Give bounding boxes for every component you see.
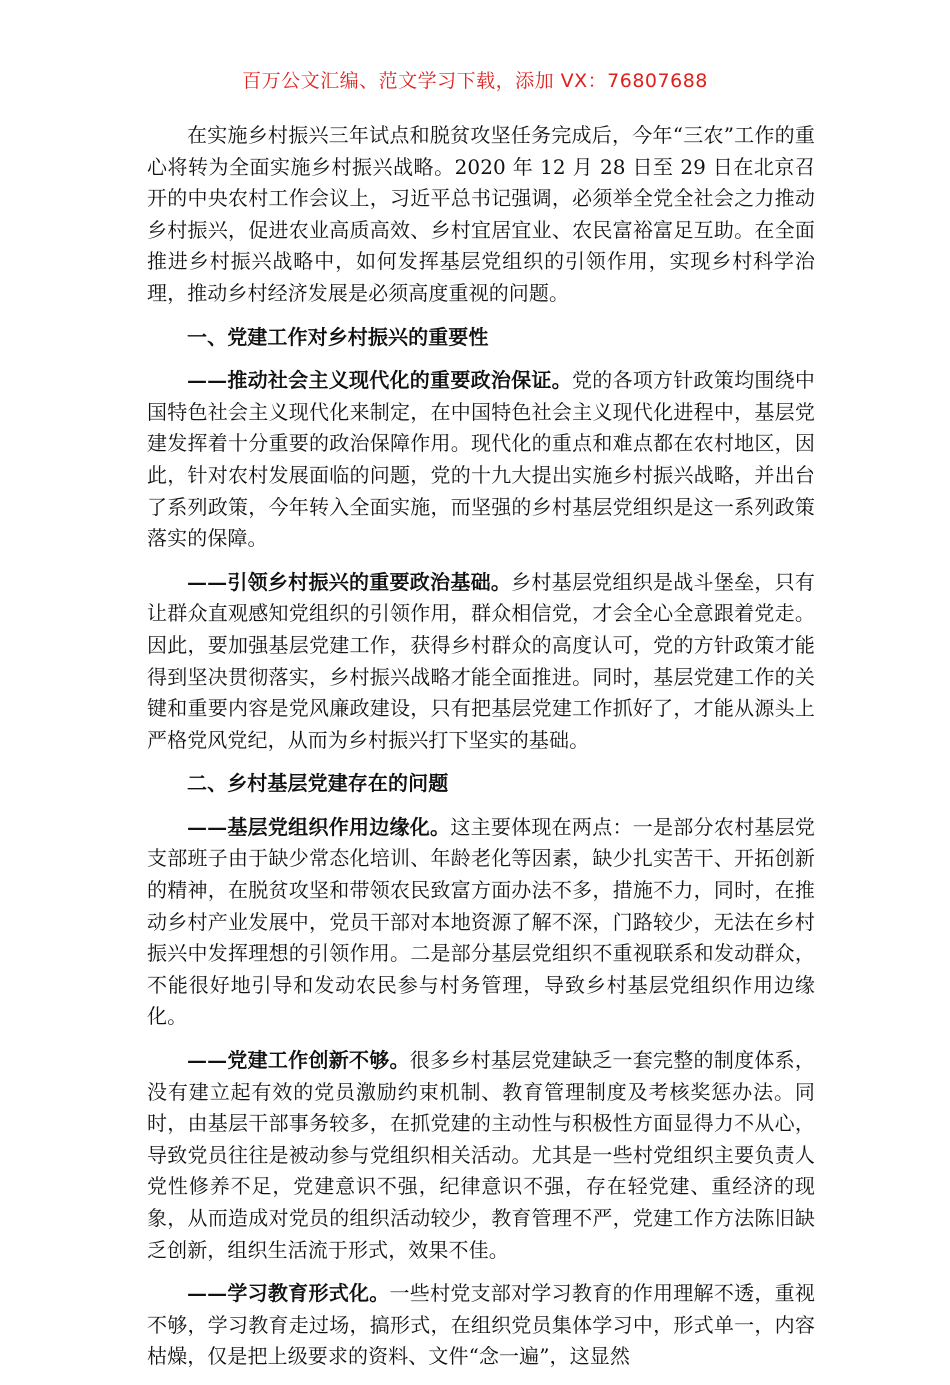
section-1-item-1-lead: ——推动社会主义现代化的重要政治保证。 (187, 368, 572, 393)
section-2-item-1-lead: ——基层党组织作用边缘化。 (187, 814, 451, 839)
intro-paragraph: 在实施乡村振兴三年试点和脱贫攻坚任务完成后，今年“三农”工作的重心将转为全面实施乡村振兴战略。2020 年 12 月 28 日至 29 日在北京召开的中央农村工作会议上，习近平总书记强调，必须举全党全社会之力推动乡村振兴，促进农业高质高效、乡村宜居宜业、农民富裕富足互助。在全面推进乡村振兴战略中，如何发挥基层党组织的引领作用，实现乡村科学治理，推动乡村经济发展是必须高度重视的问题。 (147, 123, 815, 305)
section-2-item-2 (147, 1045, 815, 1266)
document-body (147, 120, 815, 1385)
section-2-item-3-lead: ——学习教育形式化。 (187, 1281, 390, 1306)
watermark-header: 百万公文汇编、范文学习下载，添加 VX：76807688 (242, 70, 708, 92)
section-2-item-2-lead: ——党建工作创新不够。 (187, 1048, 410, 1073)
section-1-item-2-lead: ——引领乡村振兴的重要政治基础。 (187, 569, 512, 594)
section-2-item-1-body: 这主要体现在两点：一是部分农村基层党支部班子由于缺少常态化培训、年龄老化等因素，缺少扎实苦干、开拓创新的精神，在脱贫攻坚和带领农民致富方面办法不多，措施不力，同时，在推动乡村产业发展中，党员干部对本地资源了解不深，门路较少，无法在乡村振兴中发挥理想的引领作用。二是部分基层党组织不重视联系和发动群众，不能很好地引导和发动农民参与村务管理，导致乡村基层党组织作用边缘化。 (147, 814, 815, 1029)
section-1-item-1-body: 党的各项方针政策均围绕中国特色社会主义现代化来制定，在中国特色社会主义现代化进程中，基层党建发挥着十分重要的政治保障作用。现代化的重点和难点都在农村地区，因此，针对农村发展面临的问题，党的十九大提出实施乡村振兴战略，并出台了系列政策，今年转入全面实施，而坚强的乡村基层党组织是这一系列政策落实的保障。 (147, 368, 815, 551)
section-1-item-2 (147, 567, 815, 757)
section-2-item-3-body: 一些村党支部对学习教育的作用理解不透，重视不够，学习教育走过场，搞形式，在组织党员集体学习中，形式单一，内容枯燥，仅是把上级要求的资料、文件“念一遍”，这显然 (147, 1281, 816, 1369)
section-1-item-2-body: 乡村基层党组织是战斗堡垒，只有让群众直观感知党组织的引领作用，群众相信党，才会全心全意跟着党走。因此，要加强基层党建工作，获得乡村群众的高度认可，党的方针政策才能得到坚决贯彻落实，乡村振兴战略才能全面推进。同时，基层党建工作的关键和重要内容是党风廉政建设，只有把基层党建工作抓好了，才能从源头上严格党风党纪，从而为乡村振兴打下坚实的基础。 (147, 569, 816, 752)
section-2-item-1 (147, 812, 815, 1033)
section-2-heading: 二、乡村基层党建存在的问题 (187, 771, 449, 796)
section-1-item-1 (147, 365, 815, 555)
section-2-item-3 (147, 1278, 815, 1373)
section-1-heading: 一、党建工作对乡村振兴的重要性 (187, 324, 489, 349)
section-2-item-2-body: 很多乡村基层党建缺乏一套完整的制度体系，没有建立起有效的党员激励约束机制、教育管理制度及考核奖惩办法。同时，由基层干部事务较多，在抓党建的主动性与积极性方面显得力不从心，导致党员往往是被动参与党组织相关活动。尤其是一些村党组织主要负责人党性修养不足，党建意识不强，纪律意识不强，存在轻党建、重经济的现象，从而造成对党员的组织活动较少，教育管理不严，党建工作方法陈旧缺乏创新，组织生活流于形式，效果不佳。 (147, 1048, 816, 1262)
